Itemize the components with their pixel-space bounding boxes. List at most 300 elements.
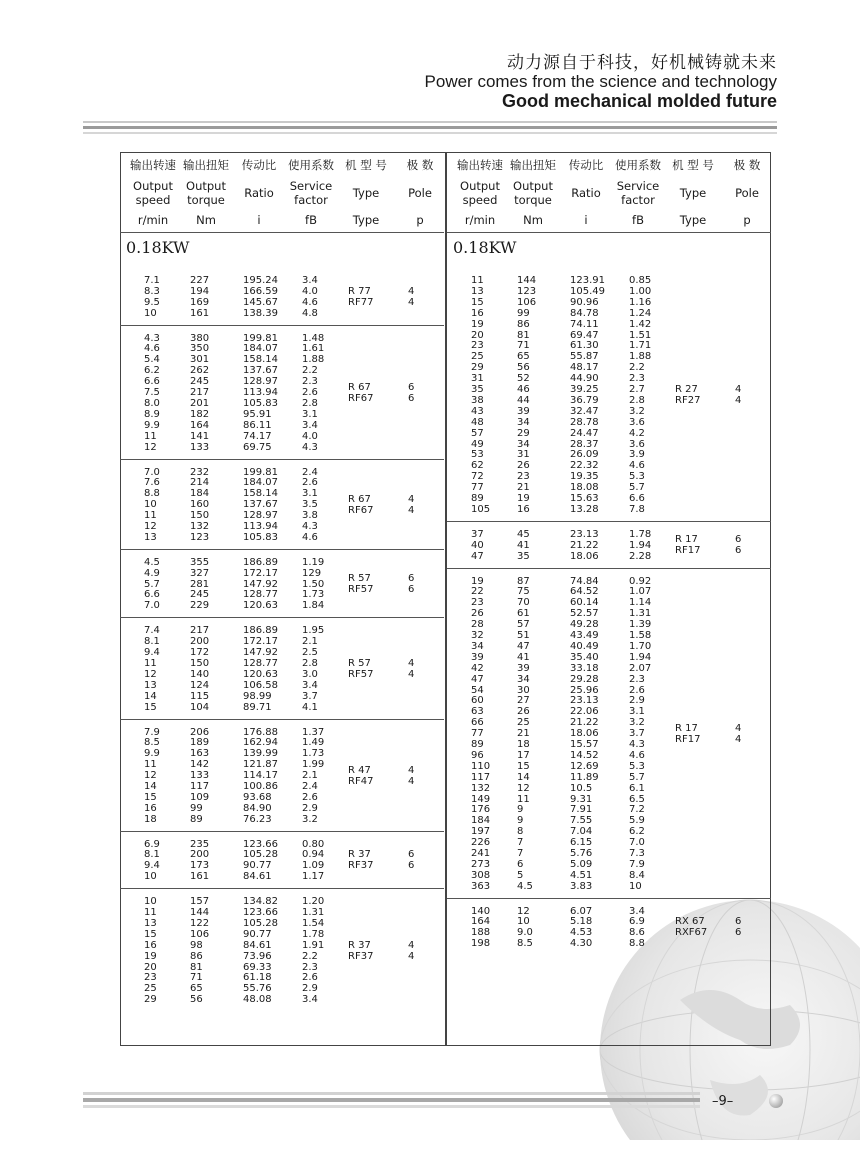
cell-ratio: 33.18 [570,662,599,674]
cell-output-speed: 241 [471,848,491,859]
cell-output-speed: 6.6 [144,376,160,388]
cell-ratio: 162.94 [243,737,278,749]
cell-ratio: 84.61 [243,939,272,951]
cell-output-torque: 19 [517,493,530,504]
table-row [447,695,667,706]
cell-ratio: 5.18 [570,916,593,928]
cell-ratio: 123.66 [243,838,278,850]
table-row [120,849,340,860]
cell-ratio: 147.92 [243,647,278,659]
table-row [120,907,340,918]
cell-ratio: 74.11 [570,318,599,330]
cell-output-torque: 30 [517,684,530,696]
cell-ratio: 61.18 [243,972,272,984]
cell-ratio: 186.89 [243,625,278,637]
cell-type: RF17 [675,545,701,557]
cell-output-torque: 61 [517,608,530,620]
cell-ratio: 69.33 [243,961,272,973]
cell-output-torque: 15 [517,760,530,772]
slogan-chinese: 动力源自于科技，好机械铸就未来 [507,53,777,73]
cell-service-factor: 1.31 [629,608,652,620]
reducer-group [447,900,771,958]
cell-ratio: 105.28 [243,917,278,929]
cell-output-torque: 262 [190,365,210,377]
cell-service-factor: 1.00 [629,285,652,297]
group-divider [120,719,444,720]
cell-service-factor: 1.16 [629,296,652,308]
column-header-en: Service [616,179,660,193]
column-unit: i [584,213,588,227]
cell-output-torque: 31 [517,449,530,461]
cell-pole: 4 [735,394,742,406]
table-row [447,804,667,815]
cell-output-speed: 66 [471,717,484,729]
cell-service-factor: 6.2 [629,826,645,838]
cell-output-speed: 132 [471,782,491,794]
cell-service-factor: 1.84 [302,600,325,612]
cell-output-speed: 38 [471,394,484,406]
cell-output-speed: 184 [471,815,491,827]
cell-service-factor: 3.8 [302,510,318,522]
cell-service-factor: 2.8 [302,397,318,409]
table-row [120,759,340,770]
cell-service-factor: 1.31 [302,907,325,919]
cell-output-speed: 12 [144,770,157,782]
reducer-group [120,327,444,461]
reducer-group [120,619,444,720]
cell-output-torque: 206 [190,726,210,738]
cell-pole: 6 [408,860,415,872]
cell-output-torque: 8.5 [517,938,533,950]
cell-output-speed: 14 [144,690,157,702]
group-divider [120,888,444,889]
cell-service-factor: 0.80 [302,838,325,850]
cell-output-torque: 4.5 [517,880,533,892]
cell-output-speed: 15 [471,296,484,308]
table-row [447,938,667,949]
cell-output-speed: 9.4 [144,860,160,872]
cell-service-factor: 3.2 [629,405,645,417]
table-row [120,625,340,636]
cell-output-torque: 214 [190,477,210,489]
cell-ratio: 172.17 [243,636,278,648]
cell-output-speed: 89 [471,493,484,504]
cell-type: RXF67 [675,927,708,939]
cell-output-speed: 6.2 [144,365,160,377]
cell-ratio: 90.96 [570,296,599,308]
cell-type: R 37 [348,849,371,861]
table-row [120,702,340,713]
cell-pole: 4 [735,384,742,395]
cell-ratio: 69.47 [570,329,599,341]
cell-output-torque: 11 [517,793,530,805]
cell-service-factor: 4.6 [302,296,318,308]
cell-service-factor: 3.1 [629,706,645,718]
cell-output-speed: 48 [471,416,484,428]
cell-service-factor: 2.9 [302,802,318,814]
cell-ratio: 69.75 [243,441,272,453]
table-row [120,994,340,1005]
cell-output-torque: 161 [190,871,210,883]
cell-output-speed: 6.9 [144,838,160,850]
cell-ratio: 120.63 [243,600,278,612]
reducer-group [120,721,444,833]
column-unit: i [257,213,261,227]
cell-output-speed: 31 [471,373,484,385]
cell-output-torque: 124 [190,679,210,691]
table-row [447,750,667,761]
cell-output-speed: 14 [144,781,157,792]
cell-output-torque: 81 [190,961,203,973]
cell-ratio: 18.06 [570,550,599,562]
table-row [120,918,340,929]
cell-service-factor: 2.3 [302,961,318,973]
table-row [447,881,667,892]
cell-output-torque: 245 [190,589,210,601]
cell-service-factor: 1.73 [302,748,325,760]
header-divider [120,232,444,233]
table-row [447,395,667,406]
cell-ratio: 184.07 [243,343,278,355]
cell-service-factor: 1.78 [302,928,325,940]
cell-output-speed: 164 [471,916,491,928]
cell-ratio: 199.81 [243,332,278,344]
column-header-en: Pole [408,186,432,200]
cell-output-torque: 23 [517,471,530,483]
table-row [120,669,340,680]
cell-type: RF47 [348,775,374,787]
cell-output-torque: 184 [190,488,210,500]
column-header-en: Pole [735,186,759,200]
cell-ratio: 172.17 [243,567,278,579]
cell-output-speed: 77 [471,482,484,494]
cell-ratio: 138.39 [243,307,278,319]
group-divider [120,831,444,832]
column-unit: Nm [196,213,216,227]
cell-output-torque: 39 [517,662,530,674]
cell-pole: 4 [408,668,415,680]
cell-output-torque: 194 [190,285,210,297]
cell-output-speed: 15 [144,791,157,803]
table-row [120,376,340,387]
reducer-group [120,461,444,551]
cell-output-torque: 39 [517,405,530,417]
cell-service-factor: 4.6 [302,531,318,543]
cell-pole: 4 [408,764,415,776]
cell-type: RF17 [675,733,701,745]
cell-output-torque: 169 [190,296,210,308]
cell-service-factor: 7.8 [629,503,645,515]
cell-ratio: 44.90 [570,373,599,385]
cell-output-speed: 16 [144,802,157,814]
cell-type: RF67 [348,392,374,404]
cell-output-speed: 16 [471,307,484,319]
cell-ratio: 166.59 [243,285,278,297]
cell-ratio: 195.24 [243,275,278,286]
reducer-group [447,570,771,900]
cell-service-factor: 1.39 [629,619,652,631]
reducer-group [447,269,771,523]
table-row [447,772,667,783]
column-unit: p [743,213,751,227]
table-row [120,442,340,453]
column-unit: r/min [464,213,496,227]
cell-output-speed: 273 [471,858,491,870]
table-row [447,848,667,859]
cell-ratio: 26.09 [570,449,599,461]
cell-service-factor: 4.0 [302,430,318,442]
cell-service-factor: 4.1 [302,701,318,713]
cell-service-factor: 4.2 [629,427,645,439]
cell-service-factor: 1.19 [302,556,325,568]
cell-service-factor: 3.4 [302,419,318,431]
cell-ratio: 86.11 [243,419,272,431]
cell-output-torque: 57 [517,619,530,631]
column-header-en: Type [352,186,380,200]
cell-ratio: 105.28 [243,849,278,861]
table-row [120,354,340,365]
table-row [120,770,340,781]
cell-service-factor: 5.9 [629,815,645,827]
cell-ratio: 93.68 [243,791,272,803]
cell-service-factor: 2.3 [629,373,645,385]
cell-service-factor: 3.6 [629,416,645,428]
cell-output-torque: 81 [517,329,530,341]
cell-service-factor: 3.4 [302,679,318,691]
cell-type: RF37 [348,860,374,872]
cell-output-speed: 8.5 [144,737,160,749]
cell-pole: 6 [408,584,415,596]
cell-ratio: 23.13 [570,528,599,540]
cell-output-torque: 182 [190,408,210,420]
cell-output-speed: 35 [471,384,484,395]
table-row [120,477,340,488]
cell-ratio: 25.96 [570,684,599,696]
cell-ratio: 105.83 [243,531,278,543]
cell-output-speed: 226 [471,837,491,849]
cell-service-factor: 3.1 [302,408,318,420]
group-divider [447,898,771,899]
table-row [447,630,667,641]
cell-ratio: 84.90 [243,802,272,814]
cell-service-factor: 6.6 [629,493,645,504]
cell-service-factor: 2.07 [629,662,652,674]
cell-type: R 17 [675,722,698,734]
table-row [447,706,667,717]
cell-output-torque: 34 [517,438,530,450]
cell-service-factor: 4.3 [629,739,645,750]
cell-service-factor: 5.7 [629,771,645,783]
cell-ratio: 4.30 [570,938,593,950]
cell-output-speed: 25 [144,983,157,995]
cell-output-speed: 23 [471,340,484,352]
cell-output-speed: 63 [471,706,484,718]
table-row [447,340,667,351]
table-row [447,406,667,417]
cell-service-factor: 1.61 [302,343,325,355]
cell-output-torque: 35 [517,550,530,562]
cell-service-factor: 1.50 [302,578,325,590]
table-row [120,467,340,478]
cell-ratio: 7.91 [570,804,593,816]
cell-service-factor: 3.0 [302,668,318,680]
table-row [120,737,340,748]
cell-type: R 37 [348,939,371,951]
cell-ratio: 4.53 [570,927,593,939]
cell-output-torque: 9 [517,815,524,827]
cell-output-torque: 41 [517,539,530,551]
cell-output-torque: 47 [517,640,530,652]
cell-service-factor: 3.2 [302,813,318,825]
cell-output-speed: 19 [471,318,484,330]
table-row [120,781,340,792]
cell-output-torque: 12 [517,905,530,917]
cell-output-torque: 217 [190,625,210,637]
cell-output-speed: 10 [144,896,157,908]
cell-output-speed: 110 [471,760,491,772]
cell-type: R 47 [348,764,371,776]
cell-ratio: 4.51 [570,869,593,881]
cell-ratio: 15.63 [570,493,599,504]
slogan-english: Power comes from the science and technology [424,72,777,91]
cell-pole: 4 [735,722,742,734]
cell-output-speed: 39 [471,651,484,663]
column-header-en: Output [513,179,553,193]
cell-service-factor: 1.48 [302,332,325,344]
column-header-en: Ratio [571,186,601,200]
cell-output-torque: 65 [190,983,203,995]
cell-ratio: 74.17 [243,430,272,442]
table-row [120,568,340,579]
cell-type: R 67 [348,493,371,505]
cell-pole: 4 [408,493,415,505]
cell-service-factor: 3.1 [302,488,318,500]
cell-ratio: 21.22 [570,717,599,729]
cell-type: RF27 [675,394,701,406]
cell-output-speed: 25 [471,351,484,363]
cell-service-factor: 2.6 [302,387,318,399]
cell-service-factor: 2.6 [302,477,318,489]
cell-ratio: 176.88 [243,726,278,738]
cell-service-factor: 1.70 [629,640,652,652]
cell-output-speed: 117 [471,771,491,783]
left-power-rating: 0.18KW [126,238,190,257]
cell-service-factor: 1.49 [302,737,325,749]
column-unit: fB [305,213,317,227]
cell-output-speed: 308 [471,869,491,881]
cell-ratio: 139.99 [243,748,278,760]
column-header-en-sub: torque [187,193,225,207]
cell-output-torque: 18 [517,739,530,750]
reducer-group [447,523,771,570]
cell-service-factor: 8.8 [629,938,645,950]
table-row [447,837,667,848]
cell-ratio: 18.08 [570,482,599,494]
cell-output-torque: 161 [190,307,210,319]
cell-pole: 6 [735,916,742,928]
cell-ratio: 19.35 [570,471,599,483]
cell-ratio: 23.13 [570,695,599,707]
table-row [120,589,340,600]
cell-type: R 17 [675,534,698,546]
table-row [120,792,340,803]
cell-output-speed: 28 [471,619,484,631]
cell-ratio: 3.83 [570,880,593,892]
cell-output-speed: 9.9 [144,748,160,760]
cell-output-speed: 13 [144,531,157,543]
cell-pole: 6 [735,534,742,546]
group-divider [120,549,444,550]
cell-ratio: 73.96 [243,950,272,962]
cell-output-speed: 7.6 [144,477,160,489]
cell-ratio: 84.78 [570,307,599,319]
cell-service-factor: 6.1 [629,782,645,794]
cell-service-factor: 0.94 [302,849,325,861]
cell-output-torque: 123 [517,285,537,297]
cell-service-factor: 1.99 [302,759,325,771]
cell-output-torque: 86 [190,950,203,962]
table-row [447,652,667,663]
cell-output-torque: 44 [517,394,530,406]
cell-ratio: 10.5 [570,782,593,794]
table-row [447,439,667,450]
table-row [447,815,667,826]
cell-output-torque: 45 [517,528,530,540]
cell-service-factor: 3.4 [302,994,318,1006]
table-row [120,839,340,850]
cell-output-torque: 232 [190,466,210,478]
cell-output-speed: 13 [144,679,157,691]
cell-output-torque: 34 [517,673,530,685]
cell-output-speed: 19 [471,575,484,587]
cell-output-torque: 150 [190,657,210,669]
cell-ratio: 7.55 [570,815,593,827]
cell-output-speed: 23 [144,972,157,984]
cell-service-factor: 1.14 [629,597,652,609]
cell-ratio: 15.57 [570,739,599,750]
table-row [447,597,667,608]
cell-output-speed: 149 [471,793,491,805]
cell-type: RF57 [348,584,374,596]
table-row [447,460,667,471]
cell-ratio: 134.82 [243,896,278,908]
cell-output-speed: 6.6 [144,589,160,601]
cell-service-factor: 2.9 [629,695,645,707]
column-header-cn: 输出转速 [130,158,176,172]
cell-type: RF77 [348,296,374,308]
table-row [447,297,667,308]
cell-ratio: 128.97 [243,376,278,388]
cell-service-factor: 8.4 [629,869,645,881]
table-row [447,551,667,562]
table-row [447,373,667,384]
cell-ratio: 158.14 [243,488,278,500]
column-header-en-sub: torque [514,193,552,207]
cell-service-factor: 1.95 [302,625,325,637]
cell-service-factor: 3.4 [629,905,645,917]
group-divider [447,568,771,569]
cell-service-factor: 7.3 [629,848,645,859]
table-row [447,529,667,540]
cell-service-factor: 1.73 [302,589,325,601]
cell-ratio: 18.06 [570,728,599,740]
cell-ratio: 89.71 [243,701,272,713]
cell-ratio: 29.28 [570,673,599,685]
table-row [447,859,667,870]
cell-output-speed: 7.4 [144,625,160,637]
cell-output-speed: 29 [471,362,484,374]
cell-pole: 6 [408,573,415,585]
